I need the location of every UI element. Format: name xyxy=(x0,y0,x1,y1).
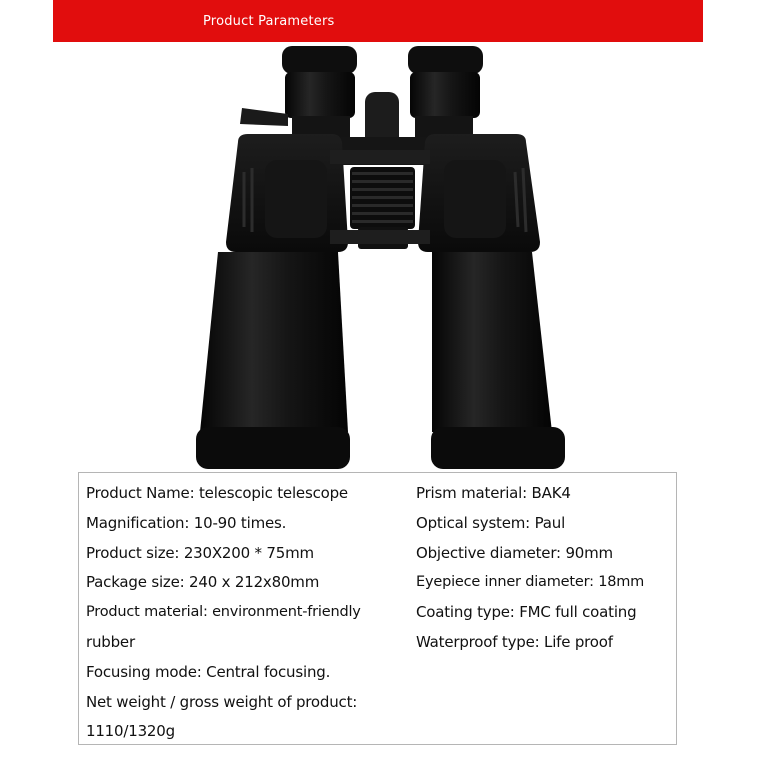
spec-coating-type: Coating type: FMC full coating xyxy=(416,603,637,622)
binoculars-image xyxy=(160,42,600,472)
spec-weight-value: 1110/1320g xyxy=(86,722,175,741)
spec-package-size: Package size: 240 x 212x80mm xyxy=(86,573,320,592)
spec-focusing-mode: Focusing mode: Central focusing. xyxy=(86,662,331,681)
spec-product-name: Product Name: telescopic telescope xyxy=(86,484,348,502)
spec-column-left xyxy=(86,479,411,747)
spec-table xyxy=(78,472,677,745)
spec-prism-material: Prism material: BAK4 xyxy=(416,484,571,502)
spec-product-material-cont: rubber xyxy=(86,632,135,651)
spec-objective-diameter: Objective diameter: 90mm xyxy=(416,543,613,562)
spec-magnification: Magnification: 10-90 times. xyxy=(86,513,287,532)
spec-column-right xyxy=(416,479,678,658)
banner-title: Product Parameters xyxy=(203,14,335,29)
header-banner xyxy=(53,0,703,42)
spec-product-size: Product size: 230X200 * 75mm xyxy=(86,543,314,562)
spec-weight: Net weight / gross weight of product: xyxy=(86,692,358,711)
spec-optical-system: Optical system: Paul xyxy=(416,513,566,532)
spec-waterproof-type: Waterproof type: Life proof xyxy=(416,632,613,651)
spec-product-material: Product material: environment-friendly xyxy=(86,604,361,621)
spec-eyepiece-diameter: Eyepiece inner diameter: 18mm xyxy=(416,574,645,591)
